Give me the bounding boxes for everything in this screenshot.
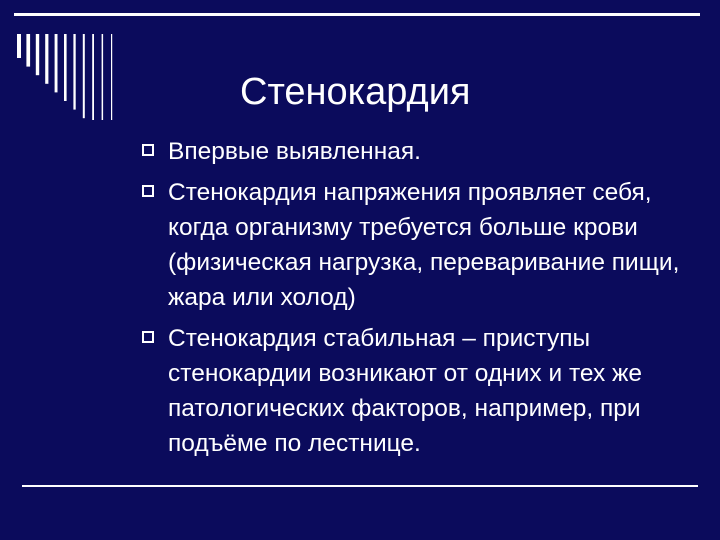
decorative-stripe: [17, 34, 21, 58]
hollow-square-bullet-icon: [142, 185, 154, 197]
decorative-stripe: [73, 34, 75, 110]
decorative-stripe: [102, 34, 104, 120]
hollow-square-bullet-icon: [142, 144, 154, 156]
bullet-item: [142, 175, 697, 315]
top-rule: [14, 13, 700, 16]
decorative-stripe: [83, 34, 85, 118]
bullet-text: Стенокардия стабильная – приступы стенокардии возникают от одних и тех же патологических факторов, например, при подъёме по лестнице.: [168, 325, 643, 457]
decorative-stripe: [55, 34, 58, 92]
decorative-stripe: [26, 34, 30, 67]
slide-title: Стенокардия: [240, 71, 471, 113]
bullet-text: Впервые выявленная.: [168, 138, 421, 165]
bottom-rule: [22, 485, 698, 487]
bullet-item: [142, 134, 697, 169]
decorative-stripe: [92, 34, 94, 120]
decorative-stripe: [45, 34, 48, 84]
decorative-stripe: [36, 34, 39, 75]
decorative-stripe: [64, 34, 67, 101]
bullet-item: [142, 321, 697, 461]
bullet-list: [142, 134, 697, 467]
bullet-text: Стенокардия напряжения проявляет себя, когда организму требуется больше крови (физическая нагрузка, переваривание пищи, жара или холод): [168, 179, 680, 311]
hollow-square-bullet-icon: [142, 331, 154, 343]
decorative-stripe: [111, 34, 112, 120]
